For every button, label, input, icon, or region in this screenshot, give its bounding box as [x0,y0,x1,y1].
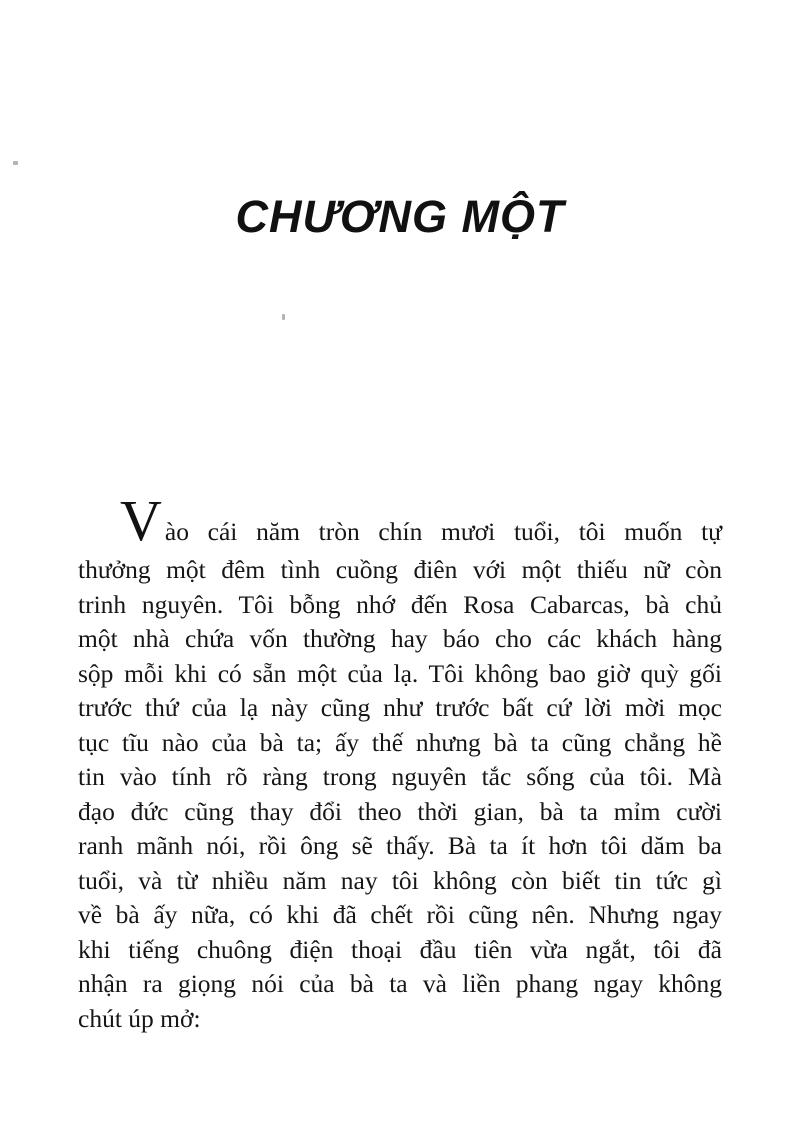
text-line: khi tiếng chuông điện thoại đầu tiên vừa ngắt, tôi đã [78,934,722,964]
text-line: trinh nguyên. Tôi bỗng nhớ đến Rosa Cabarcas, bà chủ [78,589,722,619]
text-line: thưởng một đêm tình cuồng điên với một thiếu nữ còn [78,555,722,584]
text-line: tin vào tính rõ ràng trong nguyên tắc sống của tôi. Mà [78,762,722,791]
text-line: trước thứ của lạ này cũng như trước bất cứ lời mời mọc [78,693,722,722]
text-line: tuổi, và từ nhiều năm nay tôi không còn biết tin tức gì [78,865,722,895]
text-line: sộp mỗi khi có sẵn một của lạ. Tôi không bao giờ quỳ gối [78,658,722,688]
paragraph [78,488,722,1036]
chapter-heading: CHƯƠNG MỘT [235,191,565,242]
scan-speck [13,161,18,165]
text-line-content: ào cái năm tròn chín mươi tuổi, tôi muốn tự [164,517,722,546]
text-line: về bà ấy nữa, có khi đã chết rồi cũng nên. Nhưng ngay [78,900,722,929]
text-line [78,488,722,553]
text-line: nhận ra giọng nói của bà ta và liền phang ngay không [78,969,722,998]
scan-speck [282,314,285,320]
text-line: chút úp mở: [78,1003,201,1033]
text-line: một nhà chứa vốn thường hay báo cho các khách hàng [78,624,722,653]
drop-cap-initial: V [120,488,162,553]
text-line: ranh mãnh nói, rồi ông sẽ thấy. Bà ta ít hơn tôi dăm ba [78,831,722,860]
text-line: đạo đức cũng thay đổi theo thời gian, bà ta mỉm cười [78,796,722,826]
text-line: tục tĩu nào của bà ta; ấy thế nhưng bà ta cũng chẳng hề [78,727,722,757]
